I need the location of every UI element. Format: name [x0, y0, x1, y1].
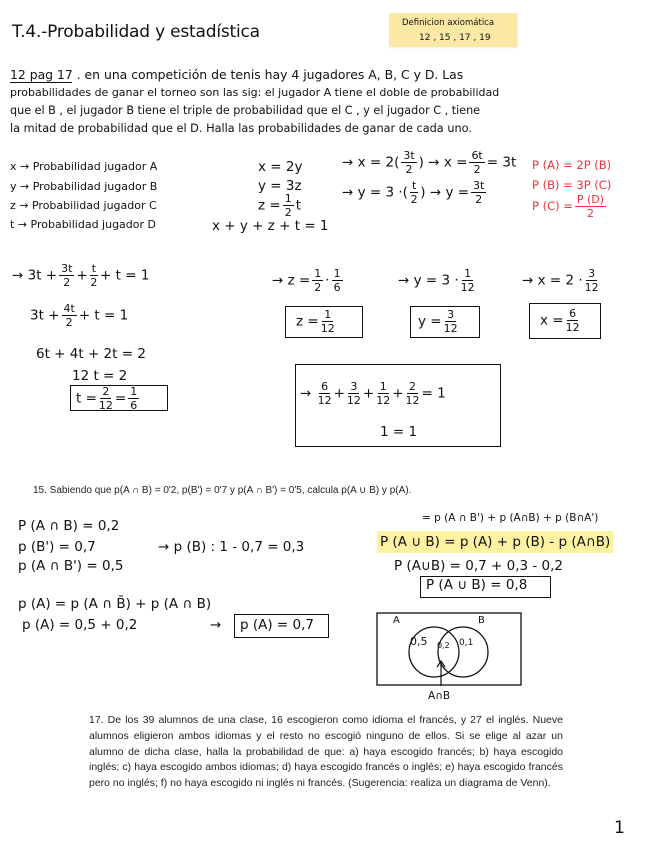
venn-value-mid: 0,2	[437, 641, 450, 650]
def-x: x → Probabilidad jugador A	[10, 160, 158, 173]
page-title: T.4.-Probabilidad y estadística	[12, 22, 260, 42]
page-number: 1	[614, 818, 625, 838]
p15-r3: P (A∪B) = 0,7 + 0,3 - 0,2	[394, 558, 563, 574]
p15-l5-arrow: →	[210, 617, 222, 633]
p15-l4: p (A) = p (A ∩ B̄) + p (A ∩ B)	[18, 596, 212, 612]
def-t: t → Probabilidad jugador D	[10, 218, 157, 231]
red-note-2: P (B) = 3P (C)	[532, 178, 612, 192]
red-note-1: P (A) = 2P (B)	[532, 158, 612, 172]
sticky-note-line1: Definicion axiomática	[402, 18, 495, 28]
p15-pu-result: P (A ∪ B) = 0,8	[426, 577, 528, 593]
subs-x: → x = 2( $\frac{3t}{2}$ ) → x = $\frac{6t}{2}$ = 3t	[342, 149, 517, 176]
x-calc: → x = 2 · $\frac{3}{12}$	[522, 267, 599, 294]
venn-label-b: B	[478, 615, 485, 626]
rel-x: x = 2y	[258, 159, 303, 175]
venn-intersection-label: A∩B	[428, 690, 451, 702]
sticky-note	[389, 13, 517, 47]
solve-line-1: → 3t + $\frac{3t}{2}$ + $\frac{t}{2}$ + t = 1	[12, 262, 150, 289]
solve-line-3: 6t + 4t + 2t = 2	[36, 346, 146, 362]
p15-l3: p (A ∩ B') = 0,5	[18, 558, 124, 574]
solve-line-2: 3t + $\frac{4t}{2}$ + t = 1	[30, 302, 129, 329]
rel-y: y = 3z	[258, 178, 302, 194]
venn-label-a: A	[393, 615, 400, 626]
y-result: y = $\frac{3}{12}$	[418, 308, 458, 335]
venn-value-right: 0,1	[459, 638, 474, 648]
p12-line4: la mitad de probabilidad que el D. Halla las probabilidades de ganar de cada uno.	[10, 122, 472, 135]
p15-pa-result: p (A) = 0,7	[240, 617, 314, 633]
y-calc: → y = 3 · $\frac{1}{12}$	[398, 267, 475, 294]
t-result: t = $\frac{2}{12}$ = $\frac{1}{6}$	[76, 385, 138, 412]
p15-l1: P (A ∩ B) = 0,2	[18, 518, 120, 534]
p15-r2: P (A ∪ B) = p (A) + p (B) - p (A∩B)	[380, 534, 611, 550]
p12-line2: probabilidades de ganar el torneo son las sig: el jugador A tiene el doble de probabilidad	[10, 86, 500, 99]
z-calc: → z = $\frac{1}{2}$ · $\frac{1}{6}$	[272, 267, 341, 294]
p15-statement: 15. Sabiendo que p(A ∩ B) = 0'2, p(B') = 0'7 y p(A ∩ B') = 0'5, calcula p(A ∪ B) y p(A).	[33, 485, 412, 496]
p15-r1: = p (A ∩ B') + p (A∩B) + p (B∩A')	[422, 512, 599, 524]
solve-line-4: 12 t = 2	[72, 368, 128, 384]
rel-z: z = $\frac{1}{2}$ t	[258, 192, 301, 219]
venn-arrow-icon	[436, 660, 446, 688]
p12-line1: 12 pag 17 . en una competición de tenis hay 4 jugadores A, B, C y D. Las	[10, 67, 464, 82]
p15-l2b: → p (B) : 1 - 0,7 = 0,3	[158, 539, 305, 555]
z-result: z = $\frac{1}{12}$	[296, 308, 335, 335]
red-note-3: P (C) = $\frac{P (D)}{2}$	[532, 193, 605, 220]
check-sum: → $\frac{6}{12}$ + $\frac{3}{12}$ + $\frac{1}{12}$ + $\frac{2}{12}$ = 1	[300, 380, 446, 407]
def-z: z → Probabilidad jugador C	[10, 199, 157, 212]
p17-statement: 17. De los 39 alumnos de una clase, 16 escogieron como idioma el francés, y 27 el inglés. Nueve alumnos eligieron ambos idiomas y el resto no escogió ninguno de ellos. Si se elige al azar un alumno de dicha clase, halla la probabilidad de que: a) haya escogido francés; b) haya escogido inglés; c) haya escogido ambos idiomas; d) haya escogido francés o inglés; e) haya escogido francés pero no inglés; f) no haya escogido ni inglés ni francés. (Sugerencia: realiza un diagrama de Venn).	[89, 714, 563, 790]
check-final: 1 = 1	[380, 424, 418, 440]
sticky-note-line2: 12 , 15 , 17 , 19	[419, 33, 491, 43]
venn-value-left: 0,5	[410, 635, 428, 648]
subs-y: → y = 3 ·( $\frac{t}{2}$ ) → y = $\frac{3t}{2}$	[342, 179, 485, 206]
p15-l5: p (A) = 0,5 + 0,2	[22, 617, 138, 633]
p12-underline	[10, 82, 72, 83]
rel-sum: x + y + z + t = 1	[212, 218, 329, 234]
def-y: y → Probabilidad jugador B	[10, 180, 158, 193]
x-result: x = $\frac{6}{12}$	[540, 307, 580, 334]
p15-l2: p (B') = 0,7	[18, 539, 96, 555]
p12-line3: que el B , el jugador B tiene el triple de probabilidad que el C , y el jugador C , tiene	[10, 104, 481, 117]
